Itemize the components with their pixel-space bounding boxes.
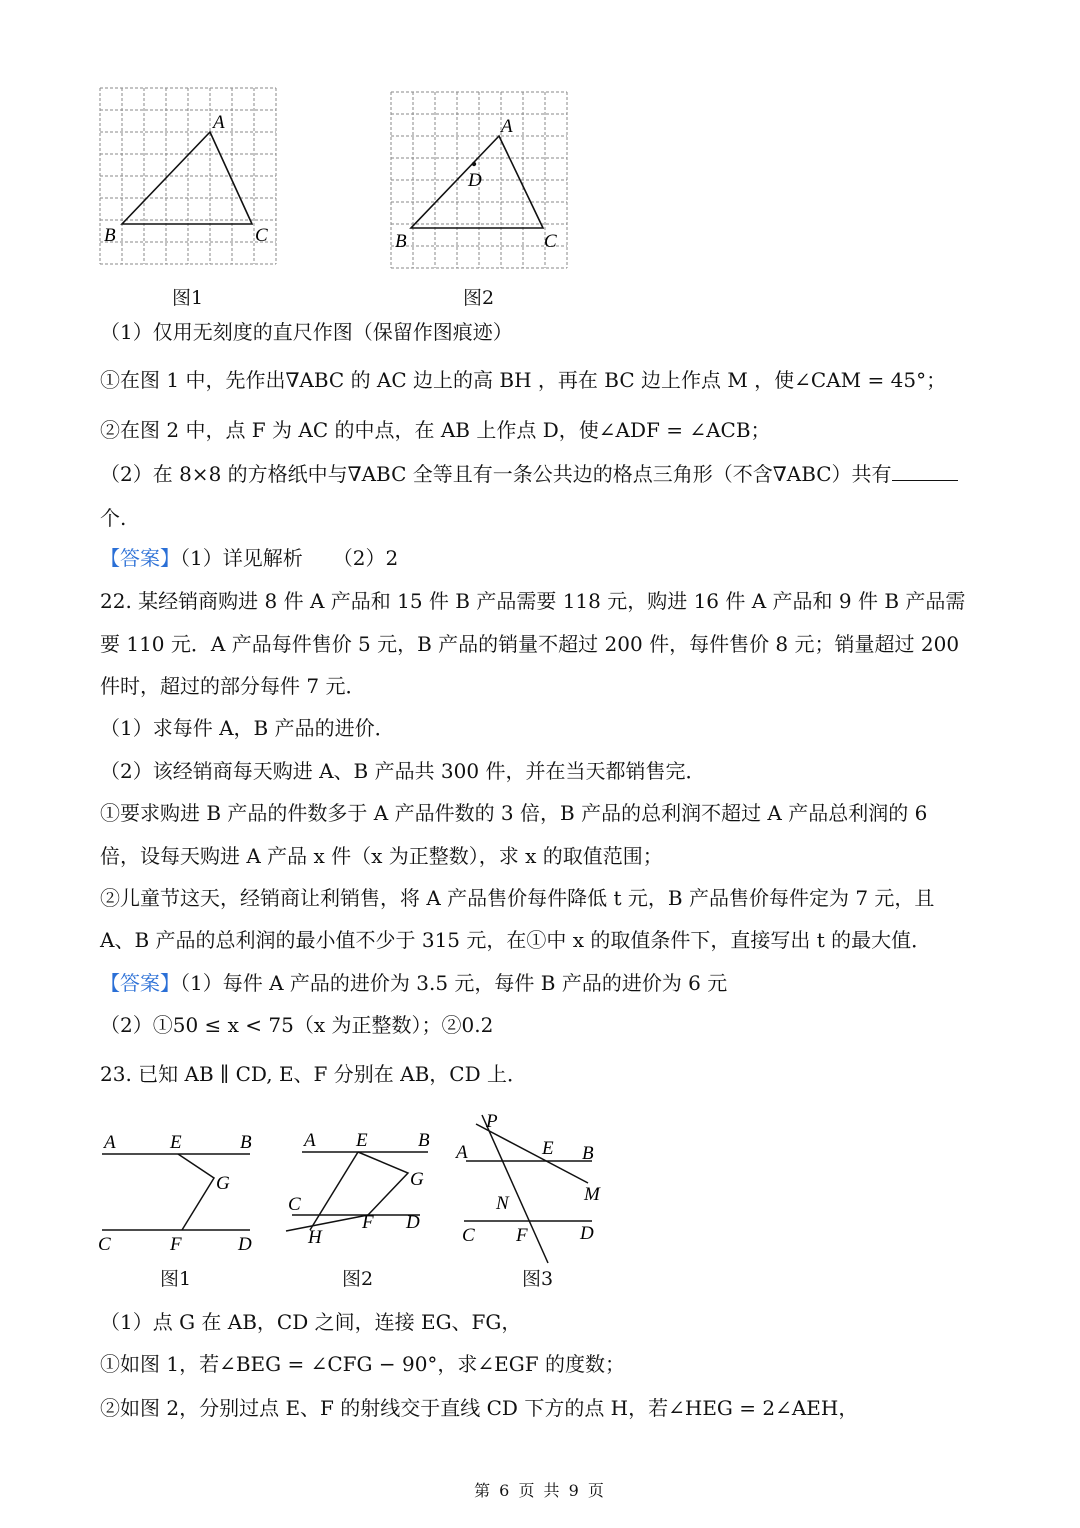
q22-line5: （2）该经销商每天购进 A、B 产品共 300 件，并在当天都销售完． [100, 759, 706, 783]
svg-text:C: C [288, 1194, 301, 1215]
q22-line4: （1）求每件 A，B 产品的进价． [100, 716, 395, 740]
q23-line2: （1）点 G 在 AB，CD 之间，连接 EG、FG， [100, 1310, 522, 1334]
grid-figure-2 [389, 90, 569, 276]
svg-text:P: P [486, 1111, 498, 1132]
q22-line9: A、B 产品的总利润的最小值不少于 315 元，在①中 x 的取值条件下，直接写出 t 的最大值． [100, 928, 932, 952]
q23-line1: 23. 已知 AB ∥ CD, E、F 分别在 AB，CD 上． [100, 1062, 527, 1086]
svg-text:A: A [104, 1132, 116, 1153]
svg-text:N: N [496, 1193, 509, 1214]
svg-text:B: B [582, 1143, 594, 1164]
fig2-label-A: A [501, 116, 513, 137]
fig1-label-C: C [255, 225, 268, 246]
svg-text:E: E [170, 1132, 182, 1153]
svg-text:C: C [462, 1225, 475, 1246]
q22-answer-2: （2）①50 ≤ x < 75（x 为正整数）；②0.2 [100, 1013, 494, 1037]
q23-fig2-caption: 图2 [342, 1268, 374, 1290]
svg-text:E: E [356, 1130, 368, 1151]
point-D [472, 162, 476, 166]
svg-text:A: A [456, 1142, 468, 1163]
q22-line7: 倍，设每天购进 A 产品 x 件（x 为正整数），求 x 的取值范围； [100, 844, 663, 868]
svg-text:C: C [98, 1234, 111, 1255]
q22-answer [100, 969, 727, 997]
q22-line3: 件时，超过的部分每件 7 元． [100, 674, 366, 698]
q22-line6: ①要求购进 B 产品的件数多于 A 产品件数的 3 倍，B 产品的总利润不超过 A 产品总利润的 6 [100, 801, 928, 825]
q21-part2-end: 个. [100, 506, 127, 530]
page-footer: 第 6 页 共 9 页 [474, 1481, 606, 1500]
q21-part1: （1）仅用无刻度的直尺作图（保留作图痕迹） [100, 320, 513, 344]
svg-text:H: H [308, 1227, 322, 1248]
q21-part2 [100, 460, 958, 488]
q23-fig1-caption: 图1 [160, 1268, 192, 1290]
q21-part1a: ①在图 1 中，先作出∇ABC 的 AC 边上的高 BH ，再在 BC 边上作点 M ，使∠CAM = 45°； [100, 368, 947, 392]
answer-blank [892, 462, 958, 481]
q22-line1: 22. 某经销商购进 8 件 A 产品和 15 件 B 产品需要 118 元，购进 16 件 A 产品和 9 件 B 产品需 [100, 589, 966, 613]
q21-part2-text: （2）在 8×8 的方格纸中与∇ABC 全等且有一条公共边的格点三角形（不含∇ABC）共有 [100, 462, 892, 486]
svg-text:F: F [170, 1234, 182, 1255]
svg-text:A: A [304, 1130, 316, 1151]
fig2-label-D: D [468, 170, 482, 191]
q21-part1b: ②在图 2 中，点 F 为 AC 的中点，在 AB 上作点 D，使∠ADF = ∠ACB； [100, 418, 771, 442]
svg-text:D: D [238, 1234, 252, 1255]
q21-answer [100, 544, 398, 572]
svg-text:B: B [418, 1130, 430, 1151]
answer-text: （1）每件 A 产品的进价为 3.5 元，每件 B 产品的进价为 6 元 [180, 971, 728, 995]
q23-line4: ②如图 2，分别过点 E、F 的射线交于直线 CD 下方的点 H，若∠HEG = 2∠AEH， [100, 1396, 859, 1420]
grid-figure-1 [98, 86, 278, 272]
svg-text:G: G [216, 1173, 230, 1194]
svg-text:B: B [240, 1132, 252, 1153]
svg-text:M: M [584, 1184, 600, 1205]
answer-tag: 【答案】 [100, 546, 180, 570]
q22-line2: 要 110 元．A 产品每件售价 5 元，B 产品的销量不超过 200 件，每件售价 8 元；销量超过 200 [100, 632, 960, 656]
svg-text:F: F [362, 1212, 374, 1233]
fig2-label-B: B [395, 231, 407, 252]
svg-text:G: G [410, 1169, 424, 1190]
fig2-label-C: C [544, 231, 557, 252]
fig1-label-A: A [213, 112, 225, 133]
svg-text:E: E [542, 1138, 554, 1159]
fig1-caption: 图1 [172, 287, 204, 309]
fig1-label-B: B [104, 225, 116, 246]
q23-line3: ①如图 1，若∠BEG = ∠CFG − 90°，求∠EGF 的度数； [100, 1352, 625, 1376]
q22-line8: ②儿童节这天，经销商让利销售，将 A 产品售价每件降低 t 元，B 产品售价每件定为 7 元，且 [100, 886, 935, 910]
svg-text:D: D [406, 1212, 420, 1233]
svg-text:F: F [516, 1225, 528, 1246]
answer-text: （1）详见解析 （2）2 [180, 546, 399, 570]
fig2-caption: 图2 [463, 287, 495, 309]
answer-tag: 【答案】 [100, 971, 180, 995]
q23-fig3-caption: 图3 [522, 1268, 554, 1290]
svg-text:D: D [580, 1223, 594, 1244]
